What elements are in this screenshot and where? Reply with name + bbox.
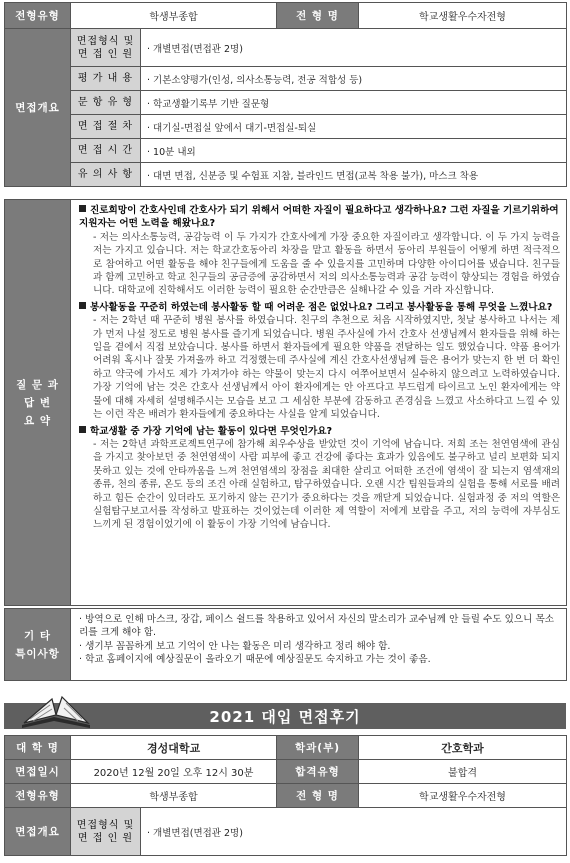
qa-table	[4, 199, 567, 606]
question-2: 봉사활동을 꾸준히 하였는데 봉사활동 할 때 어려운 점은 없었나요? 그리고 봉사활동을 통해 무엇을 느꼈나요?	[79, 301, 560, 314]
interview-row-value: · 기본소양평가(인성, 의사소통능력, 전공 적합성 등)	[141, 67, 567, 91]
interview-row-label: 면접형식 및 면 접 인 원	[71, 29, 141, 67]
type-label: 전형유형	[5, 784, 71, 808]
interview-section-label: 면접개요	[5, 808, 71, 856]
qa-content	[71, 200, 567, 606]
qa-section-label: 질 문 과 답 변 요 약	[5, 200, 71, 606]
interview-row-label: 유 의 사 항	[71, 163, 141, 187]
interview-date-value: 2020년 12월 20일 오후 12시 30분	[71, 760, 277, 784]
square-bullet-icon	[79, 205, 86, 212]
answer-2: - 저는 2학년 때 꾸준히 병원 봉사를 하였습니다. 친구의 추천으로 처음 시작하였지만, 첫날 봉사하고 나서는 제가 먼저 나설 정도로 병원 봉사를 즐기게 되었습니다. 병원 주사실에 가서 간호사 선생님께서 환자들을 위해 하는 일을 곁에서 직접 보았습니다. 봉사를 하면서 환자들에게 필요한 약품을 전달하는 일도 했었습니다. 약품 용어가 어려워 혹시나 잘못 가져올까 하고 걱정했는데 주사실에 계신 간호사선생님께 들은 용어가 맞는지 한 번 더 확인하고 약국에 가서도 제가 가져가야 하는 약물이 맞는지 다시 여쭈어보면서 실수하지 않으려고 노력하였습니다. 가장 기억에 남는 것은 간호사 선생님께서 아이 환자에게는 안 아프다고 부드럽게 타이르고 노인 환자에게는 약물에 대해 자세히 설명해주시는 모습을 보고 그 세심한 부분에 감동하고 존경심을 느꼈고 사소하다고 느낄 수 있는 이런 작은 배려가 환자들에게 중요하다는 사실을 알게 되었습니다.	[93, 315, 560, 421]
review-banner	[4, 703, 566, 729]
misc-item: · 생기부 꼼꼼하게 보고 기억이 안 나는 활동은 미리 생각하고 정리 해야 함.	[79, 640, 391, 652]
interview-row-value: · 개별면접(면접관 2명)	[141, 29, 567, 67]
interview-date-label: 면접일시	[5, 760, 71, 784]
interview-section-label: 면접개요	[5, 29, 71, 187]
banner-title: 2021 대입 면접후기	[209, 708, 361, 726]
interview-row-label: 면 접 시 간	[71, 139, 141, 163]
interview-row-label: 면접형식 및 면 접 인 원	[71, 808, 141, 856]
interview-row-value: · 개별면접(면접관 2명)	[141, 808, 567, 856]
square-bullet-icon	[79, 302, 86, 309]
university-value: 경성대학교	[71, 736, 277, 760]
misc-item: · 학교 홈페이지에 예상질문이 올라오기 때문에 예상질문도 숙지하고 가는 것이 좋음.	[79, 654, 431, 666]
misc-content	[71, 609, 567, 681]
interview-row-value: · 10분 내외	[141, 139, 567, 163]
interview-row-value: · 학교생활기록부 기반 질문형	[141, 91, 567, 115]
interview-row-value: · 대기실-면접실 앞에서 대기-면접실-퇴실	[141, 115, 567, 139]
question-3: 학교생활 중 가장 기억에 남는 활동이 있다면 무엇인가요?	[79, 425, 560, 438]
interview-row-label: 평 가 내 용	[71, 67, 141, 91]
answer-3: - 저는 2학년 과학프로젝트연구에 참가해 최우수상을 받았던 것이 기억에 남습니다. 저희 조는 천연염색에 관심을 가지고 찾아보던 중 천연염색이 사람 피부에 좋고 건강에 좋다는 효과가 있음에도 불구하고 널리 보편화 되지 못하고 있는 것에 안타까움을 느껴 천연염색의 장점을 최대한 살리고 어떠한 조건에 염색이 잘 되는지 염색재의 종류, 천의 종류, 온도 등의 조건 아래 실험하고, 탐구하였습니다. 오랜 시간 팀원들과의 실험을 통해 서로를 배려하고 힘든 순간이 있더라도 포기하지 않는 끈기가 중요하다는 것을 깨닫게 되었습니다. 실험과정 중 저의 역할은 실험탐구보고서를 작성하고 발표하는 것이었는데 이러한 제 역할이 저에게 보람을 주고, 저의 능력에 자부심도 느끼게 된 경험이었기에 이 활동이 가장 기억에 남습니다.	[93, 438, 560, 531]
department-label: 학과(부)	[277, 736, 359, 760]
department-value: 간호학과	[359, 736, 567, 760]
result-label: 합격유형	[277, 760, 359, 784]
name-value: 학교생활우수자전형	[359, 3, 567, 29]
type-label: 전형유형	[5, 3, 71, 29]
name-value: 학교생활우수자전형	[359, 784, 567, 808]
name-label: 전 형 명	[277, 3, 359, 29]
answer-1: - 저는 의사소통능력, 공감능력 이 두 가지가 간호사에게 가장 중요한 자질이라고 생각합니다. 이 두 가지 능력을 저는 가지고 있습니다. 저는 학교간호동아리 차장을 맡고 활동을 하면서 동아리 부원들이 어떻게 하면 적극적으로 참여하고 어떤 활동을 해야 친구들에게 도움을 줄 수 있을지를 고민하며 다양한 아이디어를 냈습니다. 친구들과 함께 고민하고 학교 친구들의 공금증에 공감하면서 저의 의사소통능력과 공감 능력이 향상되는 경험을 하였습니다. 대학교에 진학해서도 이러한 능력이 필요한 순간만큼은 실해나갈 수 있을 거라 자신합니다.	[93, 231, 560, 297]
top-info-table	[4, 2, 567, 187]
misc-section-label: 기 타 특이사항	[5, 609, 71, 681]
square-bullet-icon	[79, 426, 86, 433]
interview-row-label: 문 항 유 형	[71, 91, 141, 115]
type-value: 학생부종합	[71, 784, 277, 808]
university-label: 대 학 명	[5, 736, 71, 760]
name-label: 전 형 명	[277, 784, 359, 808]
bottom-info-table	[4, 735, 567, 856]
type-value: 학생부종합	[71, 3, 277, 29]
result-value: 불합격	[359, 760, 567, 784]
question-1: 진로희망이 간호사인데 간호사가 되기 위해서 어떠한 자질이 필요하다고 생각하나요? 그런 자질을 기르기위하여 지원자는 어떤 노력을 해왔나요?	[79, 205, 559, 230]
misc-table	[4, 608, 567, 681]
interview-row-label: 면 접 절 차	[71, 115, 141, 139]
interview-row-value: · 대면 면접, 신분증 및 수험표 지참, 블라인드 면접(교복 착용 불가), 마스크 착용	[141, 163, 567, 187]
misc-item: · 방역으로 인해 마스크, 장갑, 페이스 쉴드를 착용하고 있어서 자신의 말소리가 교수님께 안 들릴 수도 있으니 목소리를 크게 해야 함.	[79, 614, 554, 639]
